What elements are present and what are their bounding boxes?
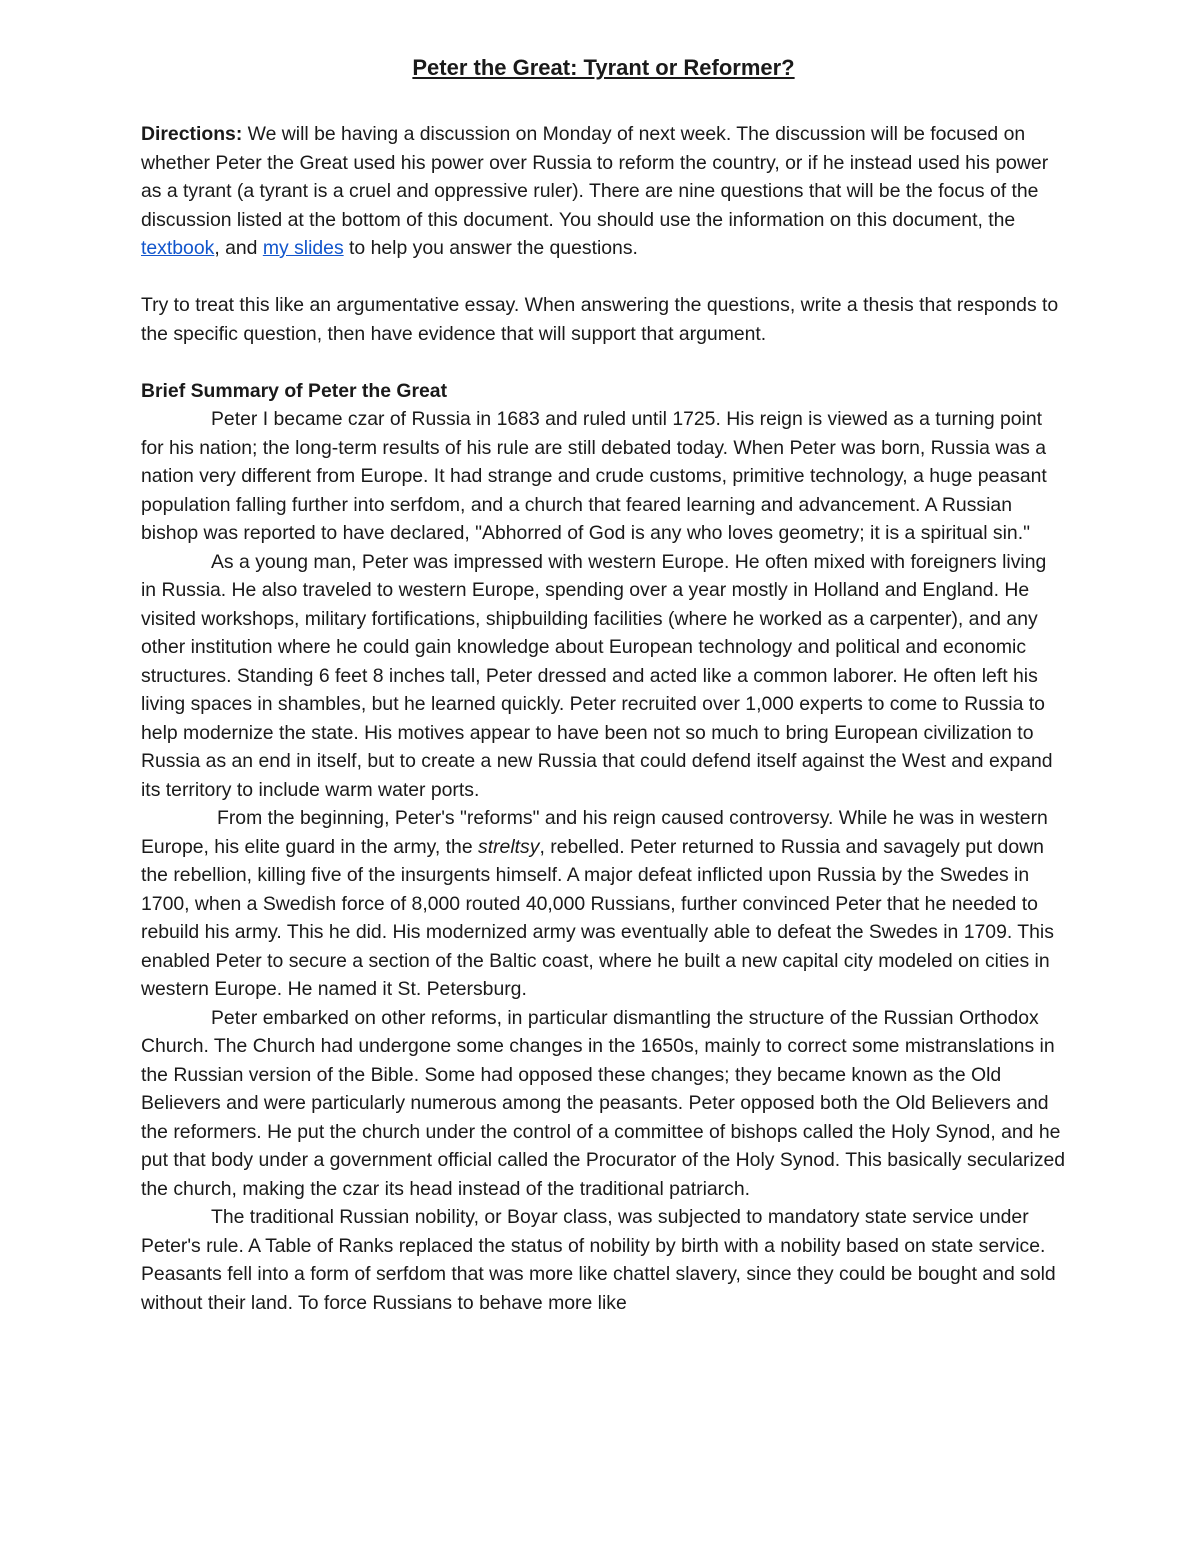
spacer: [141, 348, 1066, 377]
directions-label: Directions:: [141, 123, 243, 145]
summary-heading: Brief Summary of Peter the Great: [141, 379, 448, 402]
summary-paragraph-4: Peter embarked on other reforms, in particular dismantling the structure of the Russian Orthodox Church. The Church had undergone some changes in the 1650s, mainly to correct some mistranslations in the Russian version of the Bible. Some had opposed these changes; they became known as the Old Believers and were particularly numerous among the peasants. Peter opposed both the Old Believers and the reformers. He put the church under the control of a committee of bishops called the Holy Synod, and he put that body under a government official called the Procurator of the Holy Synod. This basically secularized the church, making the czar its head instead of the traditional patriarch.: [141, 1006, 1066, 1200]
streltsy-term: streltsy: [478, 835, 540, 858]
instruction-paragraph: Try to treat this like an argumentative essay. When answering the questions, write a thesis that responds to the specific question, then have evidence that will support that argument.: [141, 294, 1059, 345]
directions-text-a: We will be having a discussion on Monday of next week. The discussion will be focused on whether Peter the Great used his power over Russia to reform the country, or if he instead used his power as a tyrant (a tyrant is a cruel and oppressive ruler). There are nine questions that will be the focus of the discussion listed at the bottom of this document. You should use the information on this document, the: [141, 123, 1049, 231]
textbook-link[interactable]: textbook: [141, 237, 215, 259]
slides-link[interactable]: my slides: [262, 237, 344, 259]
summary-paragraph-1: Peter I became czar of Russia in 1683 and ruled until 1725. His reign is viewed as a turning point for his nation; the long-term results of his rule are still debated today. When Peter was born, Russia was a nation very different from Europe. It had strange and crude customs, primitive technology, a huge peasant population falling further into serfdom, and a church that feared learning and advancement. A Russian bishop was reported to have declared, "Abhorred of God is any who loves geometry; it is a spiritual sin.": [141, 408, 1047, 544]
document-title: Peter the Great: Tyrant or Reformer?: [412, 55, 795, 80]
para3-text-b: , rebelled. Peter returned to Russia and savagely put down the rebellion, killing five of the insurgents himself. A major defeat inflicted upon Russia by the Swedes in 1700, when a Swedish force of 8,000 routed 40,000 Russians, further convinced Peter that he needed to rebuild his army. This he did. His modernized army was eventually able to defeat the Swedes in 1709. This enabled Peter to secure a section of the Baltic coast, where he built a new capital city modeled on cities in western Europe. He named it St. Petersburg.: [141, 835, 1054, 1000]
directions-text-b: , and: [214, 237, 263, 259]
directions-text-c: to help you answer the questions.: [343, 237, 638, 259]
document-page: [141, 50, 1066, 1317]
directions-paragraph: [141, 120, 1066, 263]
para3-text-a: From the beginning, Peter's "reforms" and his reign caused controversy. While he was in western Europe, his elite guard in the army, the: [141, 807, 1048, 858]
summary-paragraph-3: [141, 804, 1066, 1004]
summary-paragraph-2: As a young man, Peter was impressed with western Europe. He often mixed with foreigners living in Russia. He also traveled to western Europe, spending over a year mostly in Holland and England. He visited workshops, military fortifications, shipbuilding facilities (where he worked as a carpenter), and any other institution where he could gain knowledge about European technology and political and economic structures. Standing 6 feet 8 inches tall, Peter dressed and acted like a common laborer. He often left his living spaces in shambles, but he learned quickly. Peter recruited over 1,000 experts to come to Russia to help modernize the state. His motives appear to have been not so much to bring European civilization to Russia as an end in itself, but to create a new Russia that could defend itself against the West and expand its territory to include warm water ports.: [141, 550, 1053, 801]
summary-paragraph-5: The traditional Russian nobility, or Boyar class, was subjected to mandatory state service under Peter's rule. A Table of Ranks replaced the status of nobility by birth with a nobility based on state service. Peasants fell into a form of serfdom that was more like chattel slavery, since they could be bought and sold without their land. To force Russians to behave more like: [141, 1206, 1056, 1314]
spacer: [141, 263, 1066, 292]
